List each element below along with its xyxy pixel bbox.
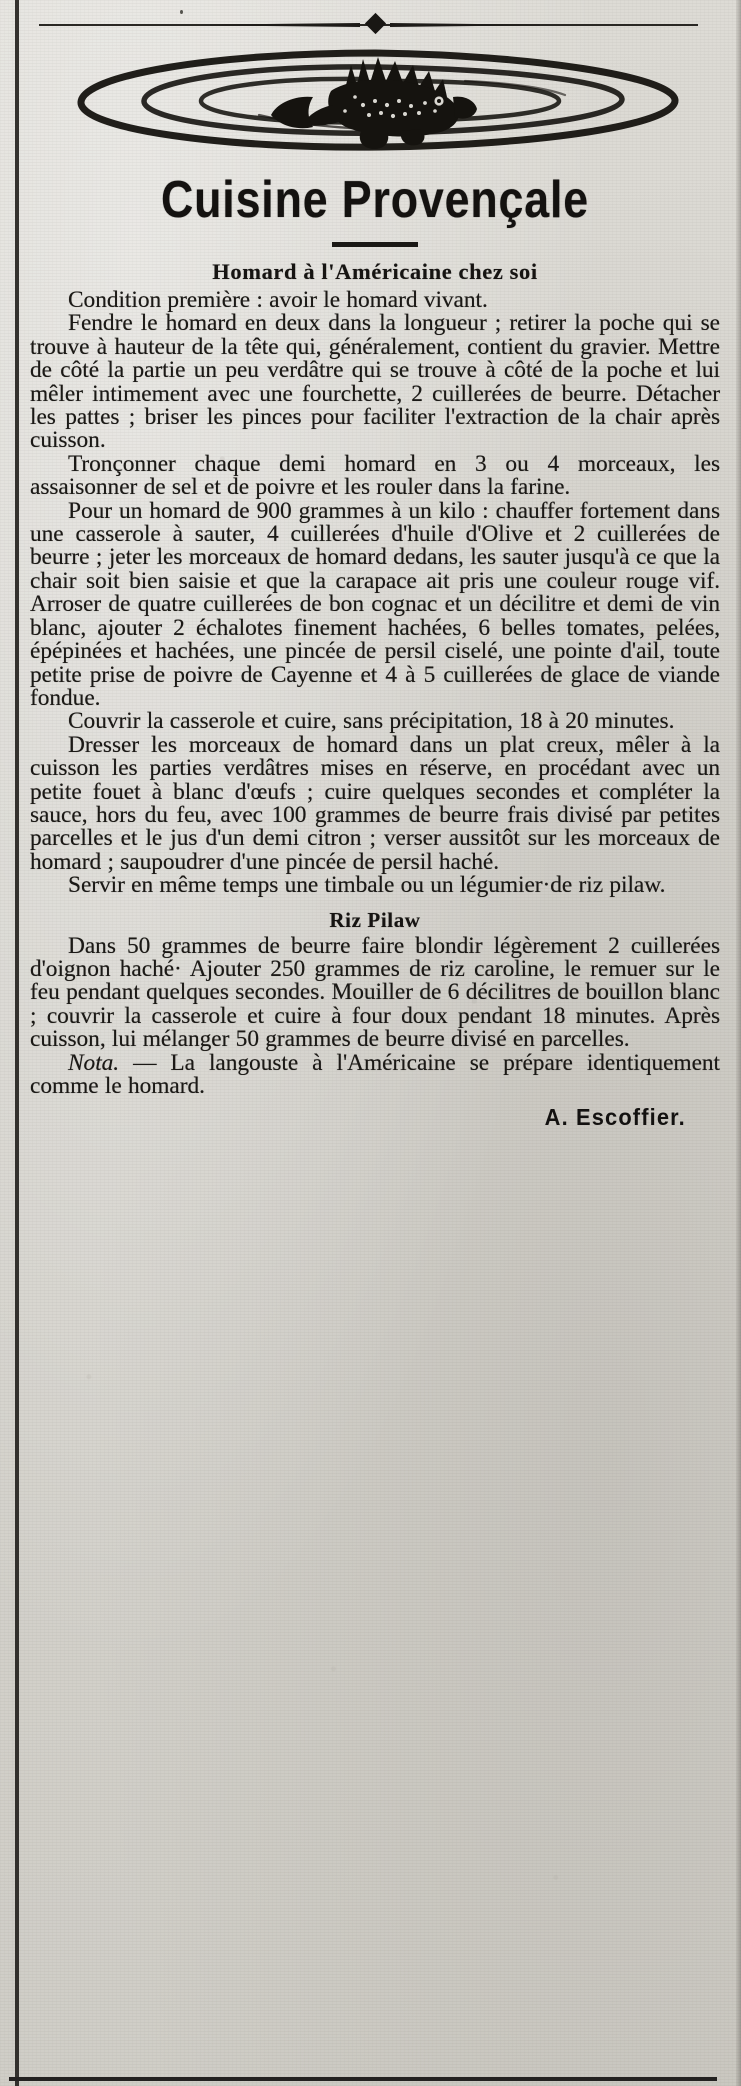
- bottom-rule: [9, 2077, 717, 2081]
- nota-label: Nota.: [68, 1049, 120, 1076]
- title-underline-rule: [332, 242, 418, 247]
- article-heading: Homard à l'Américaine chez soi: [212, 259, 538, 284]
- paragraph: Fendre le homard en deux dans la longueur ; retirer la poche qui se trouve à hauteur de la tête qui, généralement, contient du gravier. Mettre de côté la partie un peu verdâtre qui se trouve à côté de la poche et lui mêler intimement avec une fourchette, 2 cuillerées de beurre. Détacher les pattes ; briser les pinces pour faciliter l'extraction de la chair après cuisson.: [30, 310, 720, 454]
- paper-speck: [180, 10, 183, 14]
- nota-dash: —: [119, 1049, 171, 1076]
- page-title: Cuisine Provençale: [160, 171, 590, 229]
- paragraph: Couvrir la casserole et cuire, sans précipitation, 18 à 20 minutes.: [68, 708, 675, 735]
- paragraph: Servir en même temps une timbale ou un légumier·de riz pilaw.: [68, 872, 666, 899]
- article-body: [30, 289, 720, 898]
- subsection-heading: Riz Pilaw: [329, 907, 421, 932]
- subsection-body: [30, 932, 720, 1099]
- author-signature: A. Escoffier.: [544, 1104, 686, 1131]
- top-ornament-rule: [30, 8, 720, 42]
- paragraph: Dans 50 grammes de beurre faire blondir légèrement 2 cuillerées d'oignon haché· Ajouter 250 grammes de riz caroline, le remuer sur le feu pendant quelques secondes. Mouiller de 6 décilitres de bouillon blanc ; couvrir la casserole et cuire à four doux pendant 18 minutes. Après cuisson, lui mélanger 50 grammes de beurre divisé en parcelles.: [30, 932, 720, 1053]
- paragraph: Pour un homard de 900 grammes à un kilo : chauffer fortement dans une casserole à sauter, 4 cuillerées d'huile d'Olive et 2 cuillerées de beurre ; jeter les morceaux de homard dedans, les sauter jusqu'à ce que la chair soit bien saisie et que la carapace ait pris une couleur rouge vif. Arroser de quatre cuillerées de bon cognac et un décilitre et demi de vin blanc, ajouter 2 échalotes finement hachées, 6 belles tomates, pelées, épépinées et hachées, une pincée de persil ciselé, une pointe d'ail, toute petite prise de poivre de Cayenne et 4 à 5 cuillerées de glace de viande fondue.: [30, 497, 720, 711]
- article-content: [30, 0, 720, 2086]
- paragraph: Condition première : avoir le homard vivant.: [68, 287, 488, 313]
- paragraph: Dresser les morceaux de homard dans un plat creux, mêler à la cuisson les parties verdâtres mises en réserve, en procédant avec un petite fouet à blanc d'œufs ; cuire quelques secondes et compléter la sauce, hors du feu, avec 100 grammes de beurre frais divisé par petites parcelles et le jus d'un demi citron ; verser aussitôt sur les morceaux de homard ; saupoudrer d'une pincée de persil haché.: [30, 731, 720, 875]
- left-column-rule: [15, 0, 19, 2086]
- scorpionfish-engraving-illustration: [30, 44, 720, 164]
- nota-text: La langouste à l'Américaine se prépare identiquement comme le homard.: [30, 1049, 720, 1099]
- fish-swirl-svg: [45, 45, 705, 163]
- right-page-edge-shadow: [736, 0, 741, 2086]
- nota-paragraph: [30, 1049, 720, 1099]
- paragraph: Tronçonner chaque demi homard en 3 ou 4 morceaux, les assaisonner de sel et de poivre et les rouler dans la farine.: [30, 450, 720, 501]
